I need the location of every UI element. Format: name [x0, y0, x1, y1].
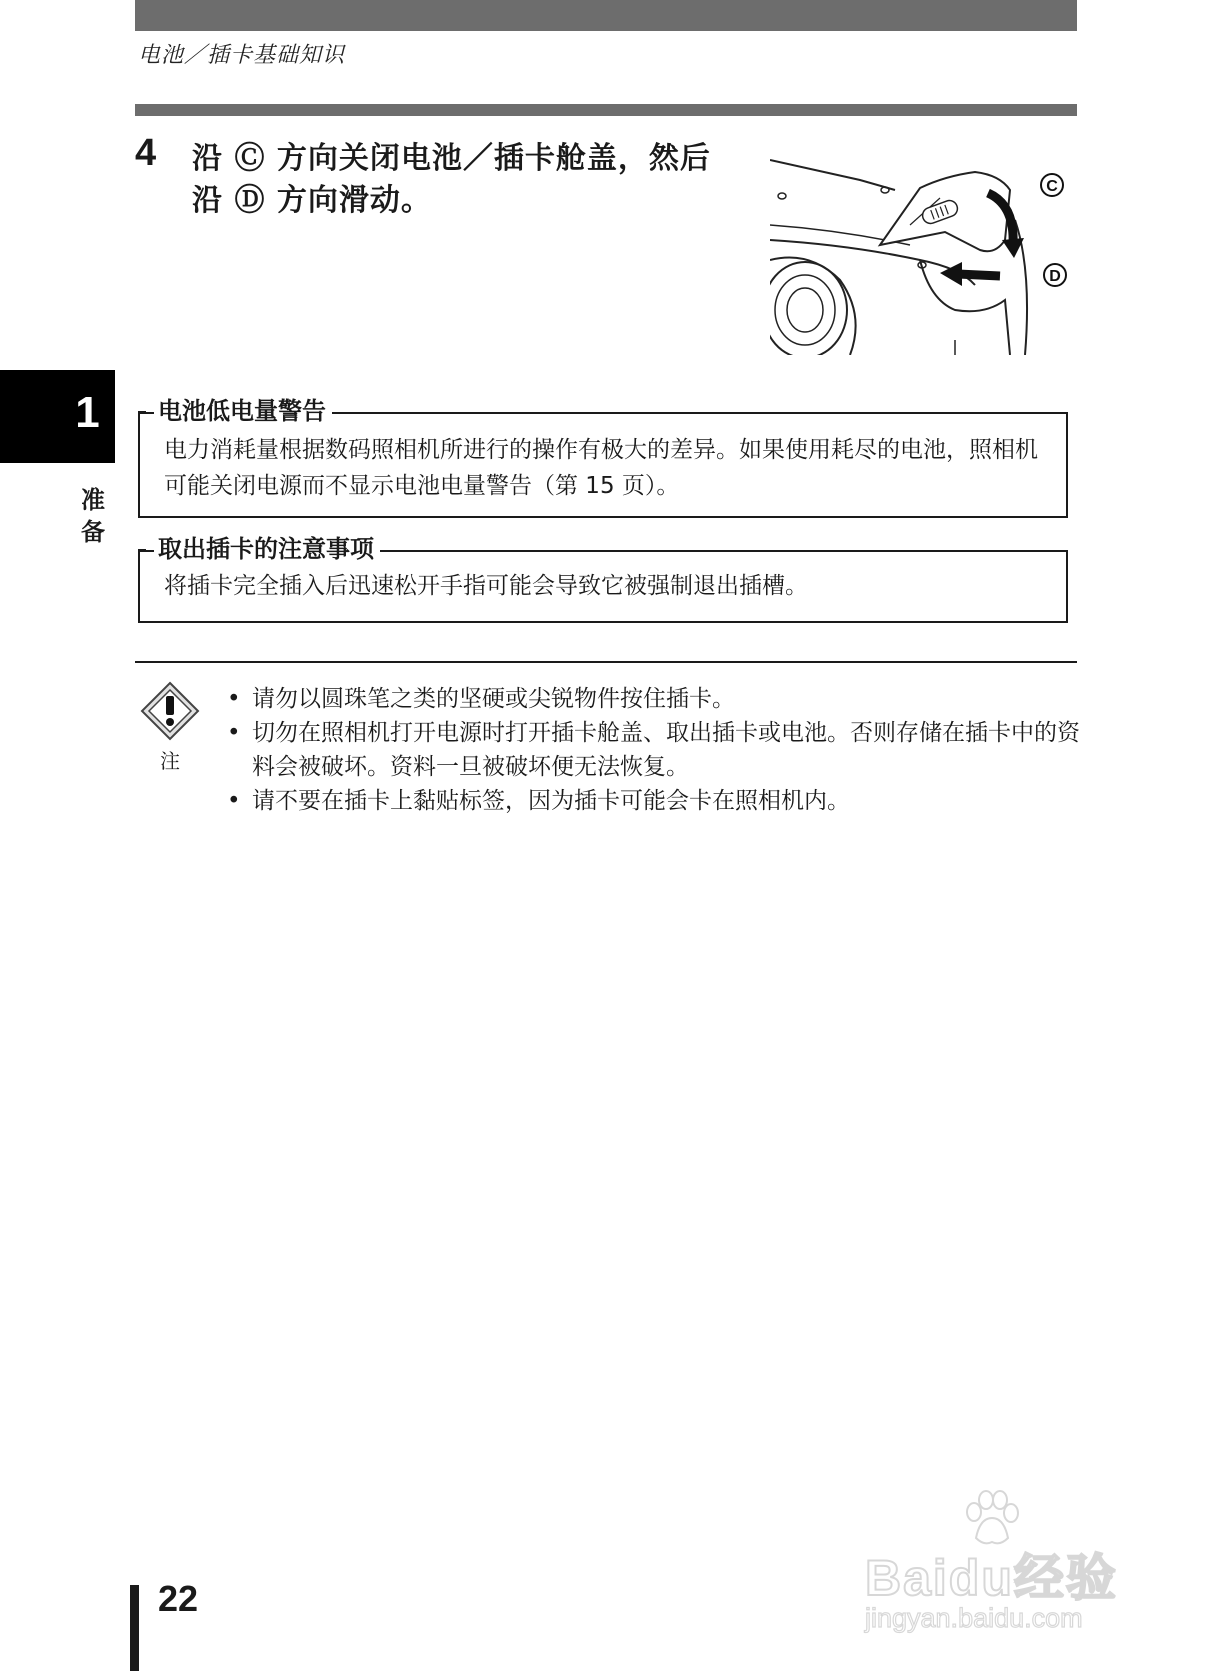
step-line-1: 沿 Ⓒ 方向关闭电池／插卡舱盖，然后	[192, 141, 711, 176]
card-removal-box	[138, 535, 1068, 623]
section-divider	[135, 661, 1077, 663]
header-divider	[135, 104, 1077, 116]
step-instruction	[192, 138, 752, 222]
battery-warning-box	[138, 397, 1068, 518]
baidu-watermark	[865, 1488, 1165, 1638]
label-d-icon	[1044, 264, 1066, 286]
step-line-2: 沿 Ⓓ 方向滑动。	[192, 183, 432, 218]
label-d: D	[1049, 268, 1061, 285]
caution-icon	[140, 681, 200, 741]
chapter-label: 准备	[81, 486, 105, 546]
breadcrumb: 电池／插卡基础知识	[138, 43, 346, 68]
page-number-bar	[130, 1585, 139, 1671]
header-bar	[135, 0, 1077, 31]
card-removal-body: 将插卡完全插入后迅速松开手指可能会导致它被强制退出插槽。	[164, 573, 808, 599]
watermark-brand: Baidu经验	[865, 1550, 1118, 1606]
battery-warning-title: 电池低电量警告	[154, 395, 332, 427]
label-c-icon	[1041, 174, 1063, 196]
label-c: C	[1046, 178, 1058, 195]
watermark-url: jingyan.baidu.com	[865, 1603, 1083, 1633]
list-item: • 切勿在照相机打开电源时打开插卡舱盖、取出插卡或电池。否则存储在插卡中的资料会被破坏。资料一旦被破坏便无法恢复。	[225, 716, 1080, 784]
page-number: 22	[158, 1578, 199, 1619]
caution-label: 注	[160, 749, 180, 773]
list-item: • 请勿以圆珠笔之类的坚硬或尖锐物件按住插卡。	[225, 682, 1080, 716]
caution-notes	[225, 682, 1080, 818]
step-number: 4	[135, 132, 157, 174]
card-removal-title: 取出插卡的注意事项	[154, 533, 380, 565]
battery-warning-body: 电力消耗量根据数码照相机所进行的操作有极大的差异。如果使用耗尽的电池，照相机可能关闭电源而不显示电池电量警告（第 15 页）。	[164, 437, 1038, 499]
list-item: • 请不要在插卡上黏贴标签，因为插卡可能会卡在照相机内。	[225, 784, 1080, 818]
chapter-number: 1	[75, 388, 100, 437]
chapter-tab	[0, 370, 115, 463]
camera-battery-door-illustration	[770, 150, 1080, 355]
